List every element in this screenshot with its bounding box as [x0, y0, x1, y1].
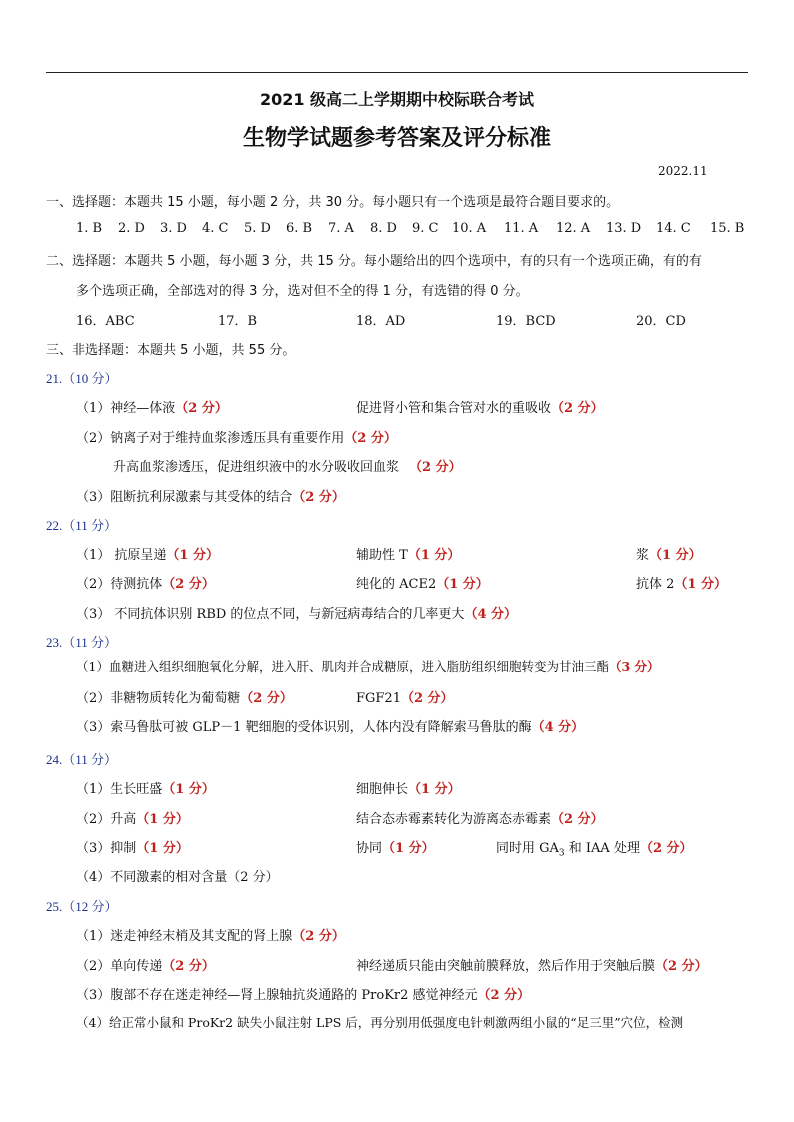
answer-6: 6. B	[286, 221, 313, 236]
answer-4: 4. C	[202, 221, 229, 236]
answer-3: 3. D	[160, 221, 187, 236]
q22-answer-1a: （1） 抗原呈递（1 分）	[76, 548, 219, 563]
q24-answer-1b: 细胞伸长（1 分）	[356, 782, 461, 797]
q21-answer-2a: （2）钠离子对于维持血浆渗透压具有重要作用（2 分）	[76, 431, 397, 446]
section2-heading-line2: 多个选项正确，全部选对的得 3 分，选对但不全的得 1 分，有选错的得 0 分。	[76, 284, 529, 299]
q24-answer-2b: 结合态赤霉素转化为游离态赤霉素（2 分）	[356, 812, 604, 827]
q25-answer-3: （3）腹部不存在迷走神经—肾上腺轴抗炎通路的 ProKr2 感觉神经元（2 分）	[76, 988, 531, 1003]
q24-answer-2a: （2）升高（1 分）	[76, 812, 189, 827]
q21-answer-2b: 升高血浆渗透压，促进组织液中的水分吸收回血浆 （2 分）	[113, 460, 462, 475]
q21-answer-1a: （1）神经—体液（2 分）	[76, 401, 228, 416]
q24-answer-3a: （3）抑制（1 分）	[76, 841, 189, 856]
answer-8: 8. D	[370, 221, 397, 236]
q24-answer-4: （4）不同激素的相对含量（2 分）	[76, 870, 279, 885]
q25-answer-2b: 神经递质只能由突触前膜释放，然后作用于突触后膜（2 分）	[356, 959, 708, 974]
q25-answer-4: （4）给正常小鼠和 ProKr2 缺失小鼠注射 LPS 后，再分别用低强度电针刺激两组小鼠的“足三里”穴位，检测	[76, 1015, 684, 1030]
q21-answer-1b: 促进肾小管和集合管对水的重吸收（2 分）	[356, 401, 604, 416]
section2-heading-line1: 二、选择题：本题共 5 小题，每小题 3 分，共 15 分。每小题给出的四个选项中，有的只有一个选项正确，有的有	[46, 254, 702, 269]
q24-answer-3b: 协同（1 分）	[356, 841, 435, 856]
top-rule	[46, 72, 748, 73]
q22-answer-2c: 抗体 2（1 分）	[636, 577, 727, 592]
answer-12: 12. A	[556, 221, 591, 236]
answer-7: 7. A	[328, 221, 354, 236]
question-21-heading: 21.（10 分）	[46, 371, 118, 386]
question-22-heading: 22.（11 分）	[46, 518, 118, 533]
answer-19: 19．BCD	[496, 314, 556, 329]
q25-answer-1: （1）迷走神经末梢及其支配的肾上腺（2 分）	[76, 929, 345, 944]
question-24-heading: 24.（11 分）	[46, 752, 118, 767]
section3-heading: 三、非选择题：本题共 5 小题，共 55 分。	[46, 343, 296, 358]
answer-16: 16．ABC	[76, 314, 135, 329]
document-date: 2022.11	[658, 164, 708, 178]
answer-17: 17．B	[218, 314, 258, 329]
answer-9: 9. C	[412, 221, 439, 236]
answer-18: 18．AD	[356, 314, 406, 329]
q24-answer-1a: （1）生长旺盛（1 分）	[76, 782, 215, 797]
question-23-heading: 23.（11 分）	[46, 635, 118, 650]
q22-answer-1b: 辅助性 T（1 分）	[356, 548, 461, 563]
question-25-heading: 25.（12 分）	[46, 899, 118, 914]
q23-answer-2b: FGF21（2 分）	[356, 691, 454, 706]
q22-answer-2b: 纯化的 ACE2（1 分）	[356, 577, 489, 592]
document-title: 生物学试题参考答案及评分标准	[242, 126, 551, 151]
q23-answer-3: （3）索马鲁肽可被 GLP－1 靶细胞的受体识别，人体内没有降解索马鲁肽的酶（4 分）	[76, 720, 585, 735]
answer-20: 20．CD	[636, 314, 686, 329]
q23-answer-1: （1）血糖进入组织细胞氧化分解，进入肝、肌肉并合成糖原，进入脂肪组织细胞转变为甘油三酯（3 分）	[76, 659, 660, 674]
q22-answer-3: （3） 不同抗体识别 RBD 的位点不同，与新冠病毒结合的几率更大（4 分）	[76, 607, 518, 622]
answer-5: 5. D	[244, 221, 271, 236]
answer-2: 2. D	[118, 221, 145, 236]
answer-1: 1. B	[76, 221, 103, 236]
answer-10: 10. A	[452, 221, 487, 236]
answer-13: 13. D	[606, 221, 642, 236]
q25-answer-2a: （2）单向传递（2 分）	[76, 959, 215, 974]
q21-answer-3: （3）阻断抗利尿激素与其受体的结合（2 分）	[76, 490, 345, 505]
exam-title: 2021 级高二上学期期中校际联合考试	[259, 90, 535, 109]
q22-answer-2a: （2）待测抗体（2 分）	[76, 577, 215, 592]
q23-answer-2a: （2）非糖物质转化为葡萄糖（2 分）	[76, 691, 293, 706]
answer-15: 15. B	[710, 221, 745, 236]
q24-answer-3c: 同时用 $GA_3$ 和 IAA 处理（2 分）	[496, 841, 693, 859]
q22-answer-1c: 浆（1 分）	[636, 548, 702, 563]
answer-14: 14. C	[656, 221, 691, 236]
answer-11: 11. A	[504, 221, 539, 236]
section1-heading: 一、选择题：本题共 15 小题，每小题 2 分，共 30 分。每小题只有一个选项是最符合题目要求的。	[46, 195, 620, 210]
